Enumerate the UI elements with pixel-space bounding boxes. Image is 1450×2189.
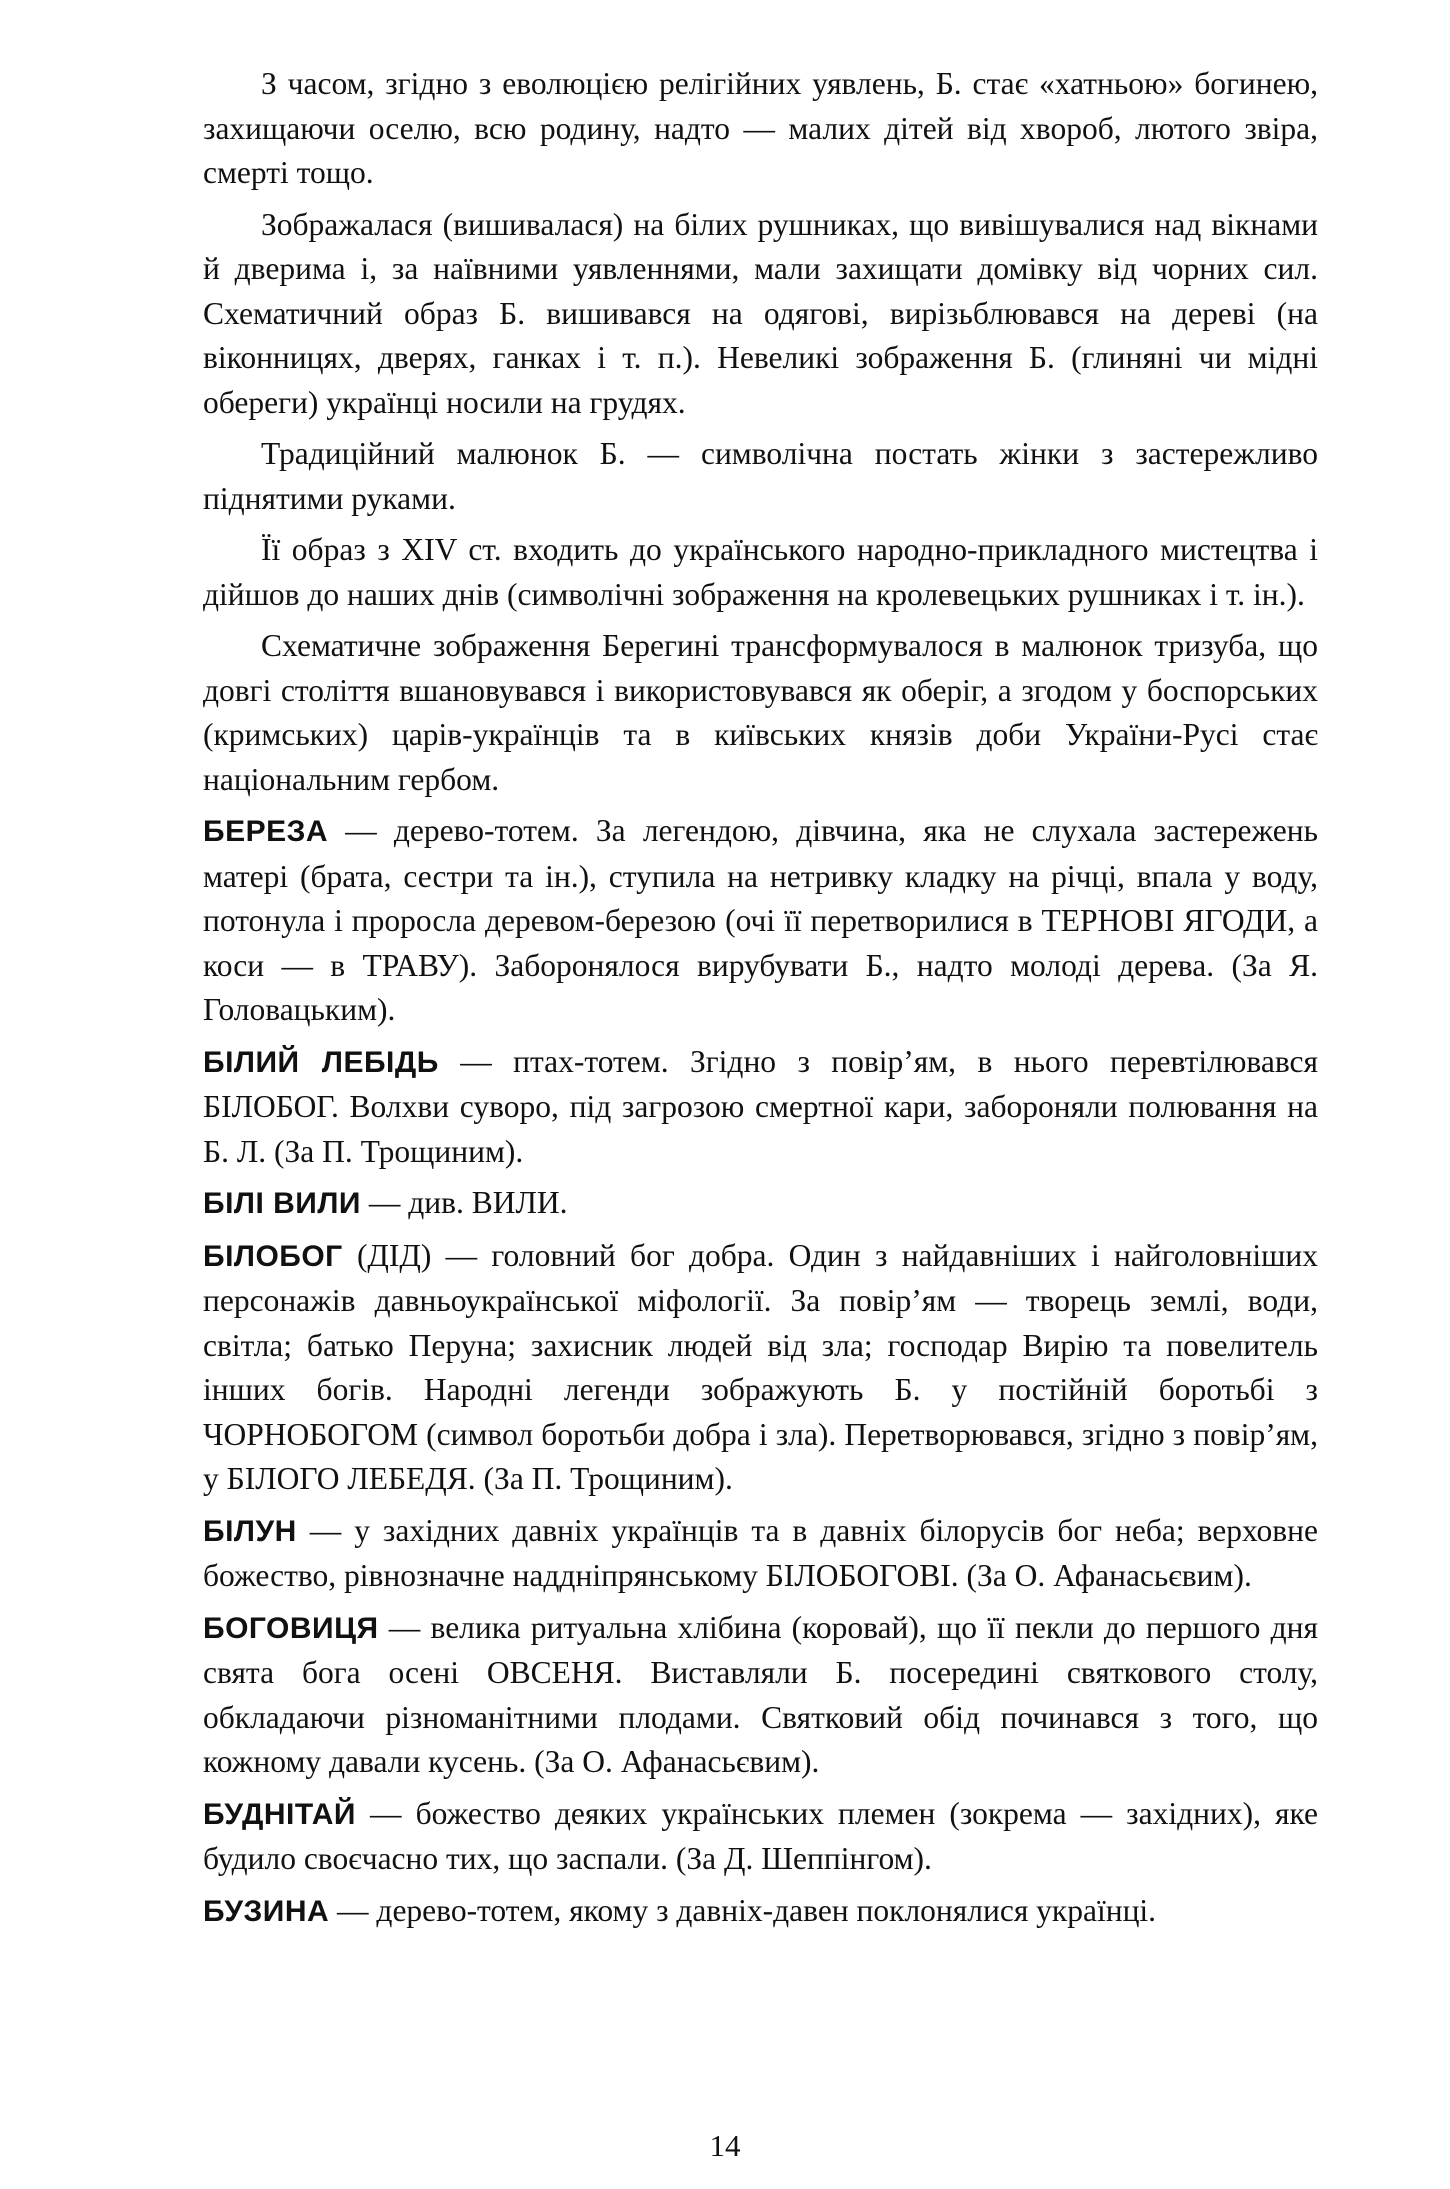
entry-headword: БУЗИНА: [203, 1894, 330, 1928]
entry-headword: БІЛУН: [203, 1514, 297, 1548]
entry-definition: (ДІД) — головний бог добра. Один з найдавніших і найголовніших персонажів давньоукраїнської міфології. За повір’ям — творець землі, води, світла; батько Перуна; захисник людей від зла; господар Вирію та повелитель інших богів. Народні легенди зображують Б. у постійній боротьбі з ЧОРНОБОГОМ (символ боротьби добра і зла). Перетворювався, згідно з повір’ям, у БІЛОГО ЛЕБЕДЯ. (За П. Трощиним).: [203, 1237, 1318, 1496]
entry-buzyna: [203, 1889, 1318, 1935]
entry-headword: БІЛІ ВИЛИ: [203, 1187, 361, 1220]
entry-definition: — велика ритуальна хлібина (коровай), що її пекли до першого дня свята бога осені ОВСЕНЯ. Виставляли Б. посередині святкового столу, обкладаючи різноманітними плодами. Святковий обід починався з того, що кожному давали кусень. (За О. Афанасьєвим).: [203, 1609, 1318, 1779]
entry-definition: — дерево-тотем, якому з давніх-давен поклонялися українці.: [329, 1892, 1157, 1928]
entry-definition: — дерево-тотем. За легендою, дівчина, яка не слухала застережень матері (брата, сестри та ін.), ступила на нетривку кладку на річці, впала у воду, потонула і проросла деревом-березою (очі її перетворилися в ТЕРНОВІ ЯГОДИ, а коси — в ТРАВУ). Заборонялося вирубувати Б., надто молоді дерева. (За Я. Головацьким).: [203, 813, 1318, 1027]
page-number: 14: [709, 2128, 741, 2163]
intro-paragraph-4: Її образ з XIV ст. входить до українського народно-прикладного мистецтва і дійшов до наших днів (символічні зображення на кролевецьких рушниках і т. ін.).: [203, 532, 1318, 612]
entry-definition: — у західних давніх українців та в давніх білорусів бог неба; верховне божество, рівнозначне наддніпрянському БІЛОБОГОВІ. (За О. Афанасьєвим).: [203, 1512, 1318, 1593]
entry-definition: — див. ВИЛИ.: [360, 1185, 568, 1220]
intro-paragraph-1: З часом, згідно з еволюцією релігійних уявлень, Б. стає «хатньою» богинею, захищаючи оселю, всю родину, надто — малих дітей від хвороб, лютого звіра, смерті тощо.: [203, 66, 1318, 190]
entry-bereza: [203, 809, 1318, 1033]
entry-definition: — божество деяких українських племен (зокрема — західних), яке будило своєчасно тих, що заспали. (За Д. Шеппінгом).: [203, 1795, 1318, 1876]
entry-budnitai: [203, 1792, 1318, 1882]
entry-headword: БІЛОБОГ: [203, 1239, 343, 1273]
entry-definition: — птах-тотем. Згідно з повір’ям, в нього перевтілювався БІЛОБОГ. Волхви суворо, під загрозою смертної кари, забороняли полювання на Б. Л. (За П. Трощиним).: [203, 1043, 1318, 1169]
entry-headword: БІЛИЙ ЛЕБІДЬ: [203, 1045, 439, 1079]
entry-headword: БОГОВИЦЯ: [203, 1611, 379, 1645]
entry-headword: БЕРЕЗА: [203, 815, 329, 848]
entry-bogovytsia: [203, 1606, 1318, 1785]
entry-bilyi-lebid: [203, 1040, 1318, 1175]
intro-paragraph-5: Схематичне зображення Берегині трансформувалося в малюнок тризуба, що довгі століття вшановувався і використовувався як оберіг, а згодом у боспорських (кримських) царів-українців та в київських князів доби України-Русі стає національним гербом.: [203, 628, 1318, 797]
intro-paragraph-3: Традиційний малюнок Б. — символічна постать жінки з застережливо піднятими руками.: [203, 436, 1318, 516]
page-text: [203, 62, 1318, 1941]
intro-paragraph-2: Зображалася (вишивалася) на білих рушниках, що вивішувалися над вікнами й дверима і, за наївними уявленнями, мали захищати домівку від чорних сил. Схематичний образ Б. вишивався на одягові, вирізьблювався на дереві (на віконницях, дверях, ганках і т. п.). Невеликі зображення Б. (глиняні чи мідні обереги) українці носили на грудях.: [203, 206, 1318, 420]
entry-bilun: [203, 1509, 1318, 1599]
entry-bili-vyly: [203, 1181, 1318, 1227]
entry-headword: БУДНІТАЙ: [203, 1797, 356, 1831]
entry-bilobog: [203, 1234, 1318, 1502]
